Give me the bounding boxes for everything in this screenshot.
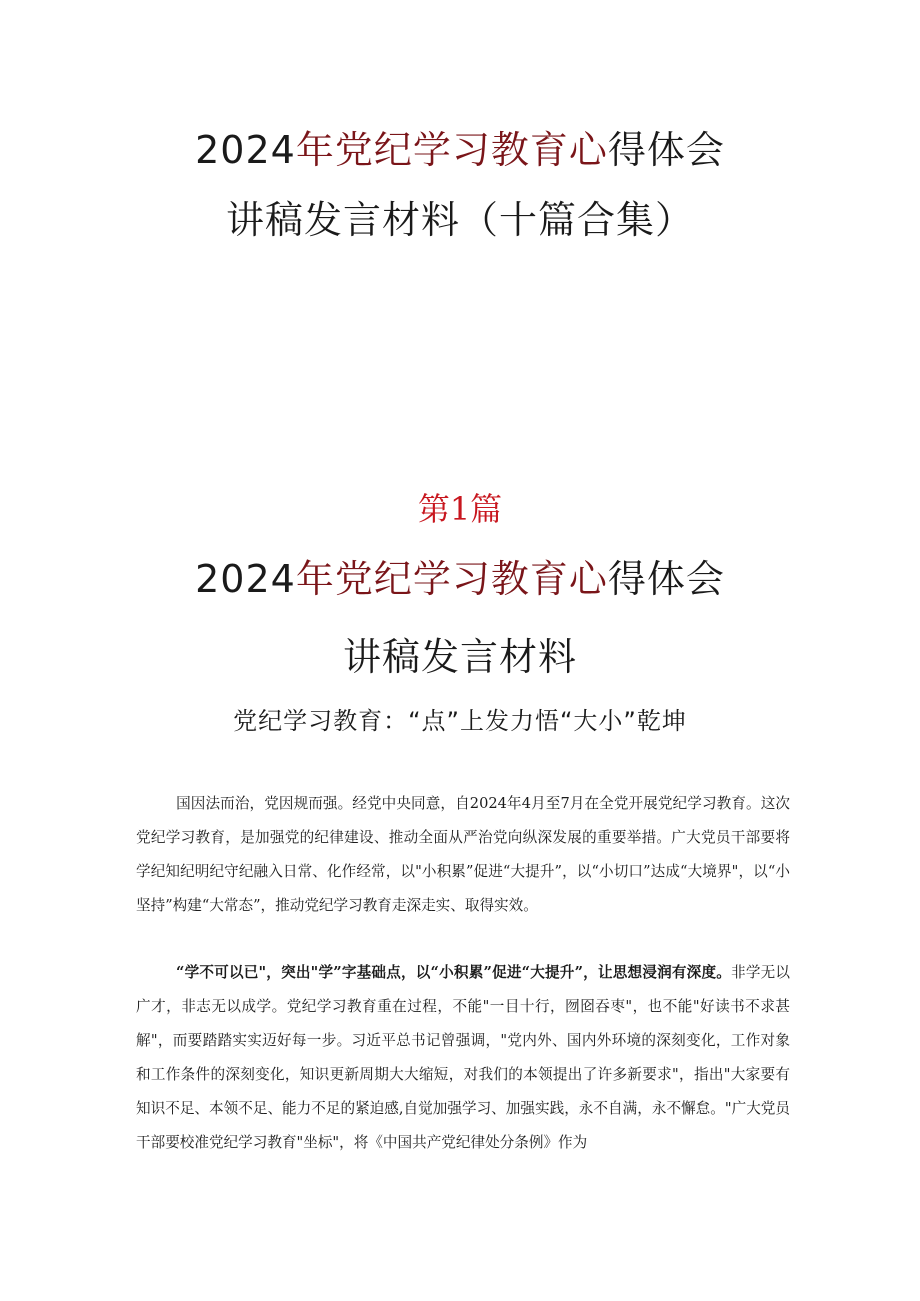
cover-title-line2: 讲稿发言材料（十篇合集） (225, 198, 694, 242)
article-title-line1 (0, 557, 920, 601)
cover-title-line1 (0, 128, 920, 172)
cover-title-tail: 得体会 (607, 128, 725, 172)
body-paragraph-1 (136, 787, 790, 923)
article-title-red-part: 年党纪学习教育心 (295, 557, 608, 601)
article-subtitle: 党纪学习教育：“点”上发力悟“大小”乾坤 (233, 707, 687, 735)
body-paragraph-2 (136, 956, 790, 1160)
article-title-tail: 得体会 (607, 557, 725, 601)
cover-title-red-part: 年党纪学习教育心 (295, 128, 608, 172)
paragraph-1-text: 国因法而治，党因规而强。经党中央同意，自2024年4月至7月在全党开展党纪学习教育。这次党纪学习教育，是加强党的纪律建设、推动全面从严治党向纵深发展的重要举措。广大党员干部要将学纪知纪明纪守纪融入日常、化作经常，以"小积累”促进“大提升”，以“小切口”达成“大境界"，以“小坚持”构建“大常态”，推动党纪学习教育走深走实、取得实效。 (136, 795, 790, 914)
chapter-label: 第1篇 (417, 490, 503, 528)
paragraph-2-heading: “学不可以已"，突出"学”字基础点，以“小积累”促进“大提升”，让思想浸润有深度。 (176, 964, 732, 981)
cover-title-year: 2024 (195, 128, 296, 172)
paragraph-2-text: 非学无以广才，非志无以成学。党纪学习教育重在过程，不能"一目十行，囫囵吞枣"，也不能"好读书不求甚解"，而要踏踏实实迈好每一步。习近平总书记曾强调，"党内外、国内外环境的深刻变化，工作对象和工作条件的深刻变化，知识更新周期大大缩短，对我们的本领提出了许多新要求"，指出"大家要有知识不足、本领不足、能力不足的紧迫感,自觉加强学习、加强实践，永不自满，永不懈怠。"广大党员干部要校准党纪学习教育"坐标"，将《中国共产党纪律处分条例》作为 (136, 964, 790, 1151)
article-title-year: 2024 (195, 557, 296, 601)
article-title-line2: 讲稿发言材料 (342, 635, 577, 679)
